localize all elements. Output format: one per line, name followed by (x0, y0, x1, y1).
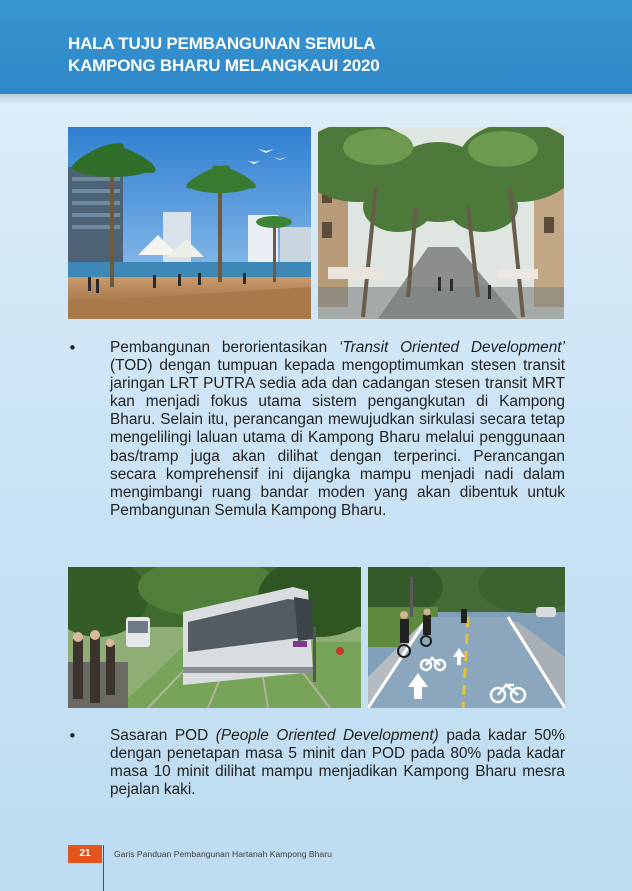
bicycle-lane-photo (368, 567, 565, 708)
page-number-badge: 21 (68, 845, 102, 863)
footer-divider (103, 845, 104, 891)
pod-paragraph-lead: Sasaran POD (110, 727, 216, 744)
bullet-marker: • (68, 727, 77, 745)
header-shadow (0, 94, 632, 104)
tod-paragraph-lead: Pembangunan berorientasikan (110, 339, 339, 356)
page-title (68, 33, 380, 77)
pod-term: (People Oriented Development) (215, 727, 439, 744)
pod-paragraph-body: pada kadar 50% dengan penetapan masa 5 minit dan POD pada 80% pada kadar masa 10 minit dilihat mampu menjadikan Kampong Bharu mesra pejalan kaki. (110, 727, 565, 799)
waterfront-plaza-photo (68, 127, 311, 319)
pod-paragraph (110, 727, 565, 799)
light-rail-tram-photo (68, 567, 361, 708)
page-title-line-1: HALA TUJU PEMBANGUNAN SEMULA (68, 34, 376, 53)
page-title-line-2: KAMPONG BHARU MELANGKAUI 2020 (68, 56, 380, 75)
tod-paragraph (110, 339, 565, 520)
tod-paragraph-body: (TOD) dengan tumpuan kepada mengoptimumkan stesen transit jaringan LRT PUTRA sedia ada dan cadangan stesen transit MRT kan menjadi fokus utama sistem pengangkutan di Kampong Bharu. Selain itu, perancangan mewujudkan sirkulasi secara tetap mengelilingi laluan utama di Kampong Bharu melalui penggunaan bas/tramp juga akan dilihat dengan terperinci. Perancangan secara komprehensif ini dijangka mampu menjadi nadi dalam mengimbangi ruang bandar moden yang akan dibentuk untuk Pembangunan Semula Kampong Bharu. (110, 357, 565, 519)
tree-lined-boulevard-photo (318, 127, 564, 319)
bullet-marker: • (68, 339, 77, 357)
footer-document-title: Garis Panduan Pembangunan Hartanah Kampong Bharu (114, 849, 332, 859)
tod-term: ‘Transit Oriented Development’ (338, 339, 565, 356)
